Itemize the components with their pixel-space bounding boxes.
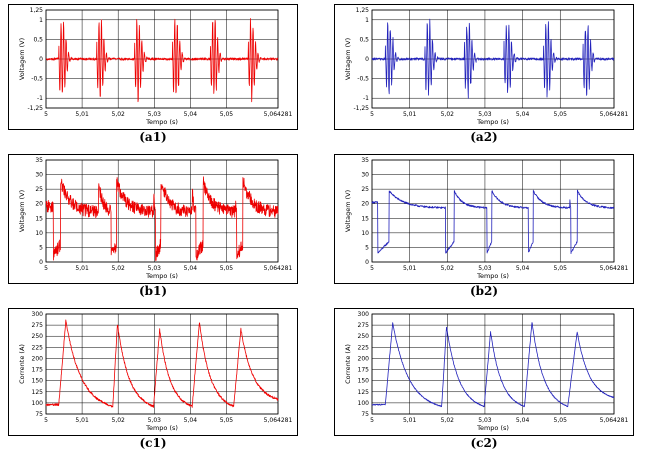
y-axis-label: Voltagem (V) xyxy=(18,189,26,233)
x-tick-label: 5,02 xyxy=(440,111,454,118)
x-tick-label: 5,04 xyxy=(183,111,198,118)
x-tick-label: 5,03 xyxy=(147,417,161,424)
plot-area xyxy=(46,314,278,414)
y-tick-label: 15 xyxy=(361,215,369,223)
x-tick-label: 5,064281 xyxy=(263,111,293,118)
caption-c2: (c2) xyxy=(470,436,498,450)
chart-a1 xyxy=(8,4,298,130)
y-tick-label: 275 xyxy=(357,322,369,330)
x-axis-label: Tempo (s) xyxy=(477,272,509,280)
x-tick-label: 5 xyxy=(44,265,48,272)
x-tick-label: 5,04 xyxy=(515,417,530,424)
chart-b1 xyxy=(8,154,298,284)
x-tick-label: 5,02 xyxy=(440,265,454,272)
panel-b2 xyxy=(334,154,634,300)
y-tick-label: 15 xyxy=(35,215,43,223)
y-tick-label: 0,5 xyxy=(33,36,43,44)
y-tick-label: -1,25 xyxy=(353,105,369,112)
x-tick-label: 5,05 xyxy=(219,417,234,424)
x-tick-label: 5 xyxy=(44,111,48,118)
y-axis-label: Voltagem (V) xyxy=(344,37,352,81)
y-tick-label: 300 xyxy=(31,311,43,318)
x-tick-label: 5,01 xyxy=(402,417,417,424)
y-tick-label: 25 xyxy=(361,186,369,194)
y-tick-label: 100 xyxy=(357,399,369,407)
panel-c2 xyxy=(334,308,634,448)
x-tick-label: 5,04 xyxy=(515,111,530,118)
y-tick-label: 30 xyxy=(361,171,369,179)
x-tick-label: 5,064281 xyxy=(599,265,629,272)
y-tick-label: 275 xyxy=(31,322,43,330)
x-tick-label: 5,064281 xyxy=(599,417,629,424)
y-tick-label: 75 xyxy=(35,411,43,418)
x-tick-label: 5,064281 xyxy=(263,265,293,272)
x-tick-label: 5,02 xyxy=(111,265,125,272)
x-tick-label: 5,02 xyxy=(111,417,125,424)
x-tick-label: 5 xyxy=(44,417,48,424)
plot-area xyxy=(372,314,614,414)
y-tick-label: 0 xyxy=(39,56,43,63)
y-tick-label: 1 xyxy=(39,16,43,24)
y-tick-label: 250 xyxy=(357,333,369,341)
y-tick-label: 125 xyxy=(357,388,369,396)
y-tick-label: 0 xyxy=(39,259,43,266)
chart-a2 xyxy=(334,4,634,130)
y-tick-label: 175 xyxy=(357,366,369,374)
y-tick-label: 0,5 xyxy=(359,36,369,44)
x-tick-label: 5,064281 xyxy=(263,417,293,424)
x-tick-label: 5 xyxy=(370,111,374,118)
y-tick-label: 175 xyxy=(31,366,43,374)
y-tick-label: 5 xyxy=(39,244,43,252)
y-axis-label: Corrente (A) xyxy=(344,344,352,384)
y-tick-label: 35 xyxy=(35,157,43,164)
series-line xyxy=(46,320,278,408)
y-tick-label: 1,25 xyxy=(355,7,369,14)
y-tick-label: 20 xyxy=(35,200,43,208)
x-tick-label: 5,05 xyxy=(219,111,234,118)
x-tick-label: 5,04 xyxy=(515,265,530,272)
x-tick-label: 5 xyxy=(370,417,374,424)
y-tick-label: 150 xyxy=(357,377,369,385)
panel-b1 xyxy=(8,154,298,300)
y-tick-label: 300 xyxy=(357,311,369,318)
series-line xyxy=(46,19,278,102)
y-tick-label: -1 xyxy=(363,95,369,103)
caption-b1: (b1) xyxy=(138,284,168,298)
x-tick-label: 5,03 xyxy=(478,111,492,118)
x-tick-label: 5,05 xyxy=(553,111,567,118)
x-tick-label: 5,01 xyxy=(75,417,89,424)
series-line xyxy=(372,19,614,98)
x-tick-label: 5 xyxy=(370,265,374,272)
y-tick-label: 10 xyxy=(35,229,43,237)
chart-c1 xyxy=(8,308,298,436)
y-tick-label: 75 xyxy=(361,411,369,418)
x-tick-label: 5,01 xyxy=(402,111,417,118)
y-tick-label: -1,25 xyxy=(27,105,43,112)
y-tick-label: 1 xyxy=(365,16,369,24)
x-axis-label: Tempo (s) xyxy=(146,118,178,126)
caption-c1: (c1) xyxy=(139,436,167,450)
y-tick-label: -0,5 xyxy=(357,75,369,83)
x-tick-label: 5,05 xyxy=(553,417,567,424)
x-tick-label: 5,01 xyxy=(402,265,417,272)
panel-a2 xyxy=(334,4,634,146)
y-tick-label: 225 xyxy=(31,344,43,352)
y-axis-label: Voltagem (V) xyxy=(344,189,352,233)
y-tick-label: 250 xyxy=(31,333,43,341)
y-tick-label: 10 xyxy=(361,229,369,237)
y-tick-label: -0,5 xyxy=(31,75,43,83)
chart-b2 xyxy=(334,154,634,284)
caption-b2: (b2) xyxy=(469,284,499,298)
y-tick-label: -1 xyxy=(37,95,43,103)
x-tick-label: 5,04 xyxy=(183,417,198,424)
y-tick-label: 150 xyxy=(31,377,43,385)
y-tick-label: 0 xyxy=(365,259,369,266)
x-tick-label: 5,04 xyxy=(183,265,198,272)
panel-a1 xyxy=(8,4,298,146)
x-tick-label: 5,02 xyxy=(440,417,454,424)
y-tick-label: 20 xyxy=(361,200,369,208)
y-tick-label: 1,25 xyxy=(29,7,43,14)
x-axis-label: Tempo (s) xyxy=(477,118,509,126)
series-line xyxy=(372,323,614,407)
x-tick-label: 5,064281 xyxy=(599,111,629,118)
x-tick-label: 5,05 xyxy=(219,265,234,272)
y-tick-label: 35 xyxy=(361,157,369,164)
y-tick-label: 200 xyxy=(357,355,369,363)
y-tick-label: 5 xyxy=(365,244,369,252)
x-axis-label: Tempo (s) xyxy=(477,424,509,432)
caption-a2: (a2) xyxy=(470,130,498,144)
series-line xyxy=(372,190,614,253)
y-tick-label: 225 xyxy=(357,344,369,352)
y-tick-label: 0 xyxy=(365,56,369,63)
x-axis-label: Tempo (s) xyxy=(146,424,178,432)
x-tick-label: 5,03 xyxy=(478,265,492,272)
x-tick-label: 5,03 xyxy=(147,265,161,272)
y-tick-label: 100 xyxy=(31,399,43,407)
x-axis-label: Tempo (s) xyxy=(146,272,178,280)
y-tick-label: 200 xyxy=(31,355,43,363)
x-tick-label: 5,01 xyxy=(75,111,89,118)
chart-c2 xyxy=(334,308,634,436)
y-axis-label: Voltagem (V) xyxy=(18,37,26,81)
caption-a1: (a1) xyxy=(139,130,167,144)
y-tick-label: 125 xyxy=(31,388,43,396)
y-axis-label: Corrente (A) xyxy=(18,344,26,384)
y-tick-label: 30 xyxy=(35,171,43,179)
x-tick-label: 5,03 xyxy=(478,417,492,424)
x-tick-label: 5,03 xyxy=(147,111,161,118)
x-tick-label: 5,02 xyxy=(111,111,125,118)
y-tick-label: 25 xyxy=(35,186,43,194)
x-tick-label: 5,01 xyxy=(75,265,89,272)
panel-c1 xyxy=(8,308,298,448)
x-tick-label: 5,05 xyxy=(553,265,567,272)
